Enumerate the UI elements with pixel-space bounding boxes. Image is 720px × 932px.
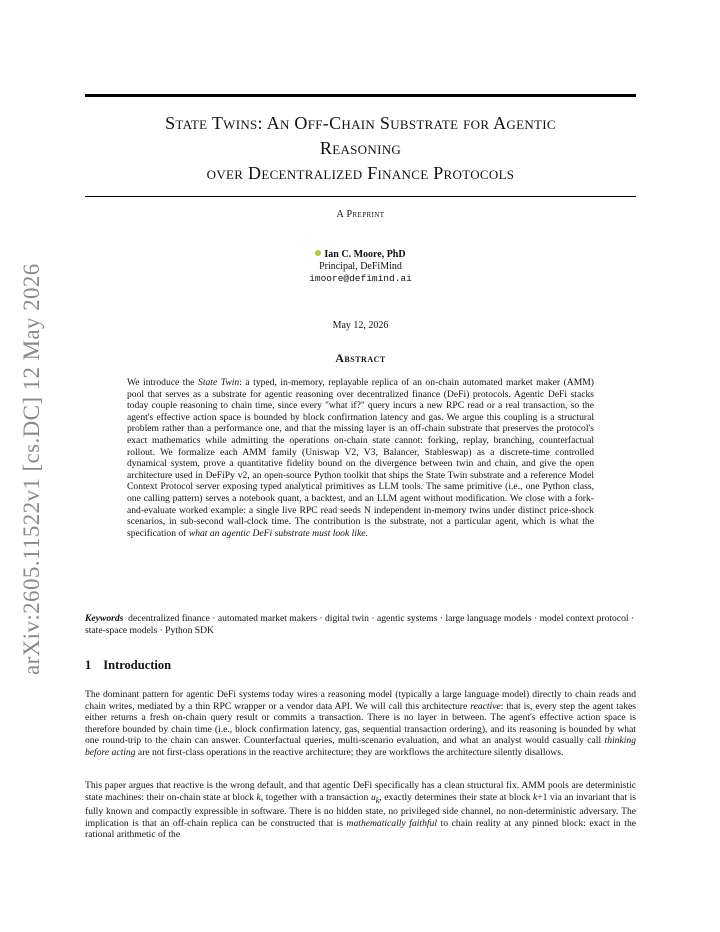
- author-block: [85, 249, 636, 285]
- section-title: Introduction: [103, 658, 172, 672]
- paragraph-text: , exactly determines their state at block: [379, 791, 533, 803]
- title-line: State Twins: An Off-Chain Substrate for Agentic: [165, 113, 556, 133]
- paragraph-emphasis: mathematically faithful: [346, 817, 438, 829]
- paragraph-text: , together with a transaction: [260, 791, 371, 803]
- math-subscript: k: [375, 795, 380, 805]
- abstract-emphasis: what an agentic DeFi substrate must look like: [188, 527, 366, 539]
- author-affiliation: Principal, DeFiMind: [319, 261, 402, 272]
- keywords-text: decentralized finance · automated market makers · digital twin · agentic systems · large language models · model context protocol · state-space models · Python SDK: [85, 613, 635, 636]
- paragraph-emphasis: reactive: [470, 700, 501, 712]
- paragraph-emphasis: thinking before acting: [85, 735, 636, 758]
- math-var: k: [532, 791, 538, 803]
- title-line: over Decentralized Finance Protocols: [206, 163, 515, 183]
- author-name: Ian C. Moore, PhD: [324, 249, 406, 260]
- paragraph-text: are not first-class operations in the reactive architecture; they are workflows the architecture silently disallows.: [135, 746, 564, 758]
- title-line: Reasoning: [319, 138, 402, 158]
- author-email[interactable]: imoore@defimind.ai: [309, 273, 412, 284]
- abstract-text: .: [365, 527, 368, 539]
- intro-paragraph: [85, 780, 636, 841]
- paragraph-text: The dominant pattern for agentic DeFi systems today wires a reasoning model (typically a large language model) directly to chain reads and chain writes, mediated by a thin RPC wrapper or a vendor data API. We will call this architecture: [85, 689, 636, 712]
- math-var: k: [256, 791, 261, 803]
- keywords-label: Keywords: [85, 613, 124, 624]
- abstract-body: [127, 377, 594, 539]
- abstract-emphasis: State Twin: [198, 377, 240, 388]
- paper-title: [85, 111, 636, 186]
- title-bottom-rule: [85, 196, 636, 197]
- intro-paragraph: [85, 689, 636, 759]
- abstract-heading: Abstract: [335, 351, 386, 365]
- abstract-text: : a typed, in-memory, replayable replica of an on-chain automated market maker (AMM) pool that serves as a substrate for agentic reasoning over decentralized finance (DeFi) protocols. Agentic DeFi stacks today couple reasoning to chain time, since every "what if?" query incurs a new RPC read or a real transaction, so the agent's effective action space is bounded by block confirmation latency and gas. We argue this coupling is a structural problem rather than a performance one, and that the missing layer is an off-chain substrate that preserves the protocol's exact mathematics while admitting the operations on-chain state cannot: forking, replay, branching, counterfactual rollout. We formalize each AMM family (Uniswap V2, V3, Balancer, Stableswap) as a discrete-time controlled dynamical system, prove a quantitative fidelity bound on the divergence between twin and chain, and give the open architecture used in DeFiPy v2, an open-source Python toolkit that ships the State Twin substrate and a reference Model Context Protocol server exposing typed analytical primitives as LLM tools. The same primitive (i.e., one Python class, one calling pattern) serves a notebook quant, a backtest, and an LLM agent without modification. We close with a fork-and-evaluate worked example: a single live RPC read seeds N independent in-memory twins under distinct price-shock scenarios, in sub-second wall-clock time. The contribution is the substrate, not a particular agent, which is what the specification of: [127, 377, 594, 539]
- arxiv-stamp: arXiv:2605.11522v1 [cs.DC] 12 May 2026: [19, 263, 44, 675]
- paper-date: May 12, 2026: [332, 320, 389, 331]
- preprint-label: A Preprint: [336, 209, 385, 220]
- section-number: 1: [85, 658, 92, 672]
- title-top-rule: [85, 94, 636, 97]
- keywords: [85, 613, 636, 636]
- paragraph-text: : that is, every step the agent takes either returns a fresh on-chain query result or commits a transaction. There is no layer in between. The agent's effective action space is therefore bounded by chain time (i.e., block confirmation latency, gas, sequential transaction ordering), and its reasoning is bounded by what one round-trip to the chain can answer. Counterfactual queries, multi-scenario evaluation, and what an analyst would casually call: [85, 700, 637, 747]
- section-heading: [85, 658, 171, 673]
- abstract-text: We introduce the: [127, 377, 199, 388]
- paragraph-text: +1 via an invariant that is fully known and compactly expressible in software. There is no hidden state, no privileged side channel, no non-deterministic adversary. The implication is that an off-chain replica can be constructed that is: [85, 791, 637, 829]
- paragraph-text: This paper argues that reactive is the wrong default, and that agentic DeFi specifically has a clean structural fix. AMM pools are deterministic state machines: their on-chain state at block: [85, 780, 636, 803]
- paragraph-text: to chain reality at any pinned block: exact in the rational arithmetic of the: [85, 817, 637, 841]
- math-var: u: [370, 791, 376, 803]
- orcid-icon[interactable]: [315, 250, 321, 256]
